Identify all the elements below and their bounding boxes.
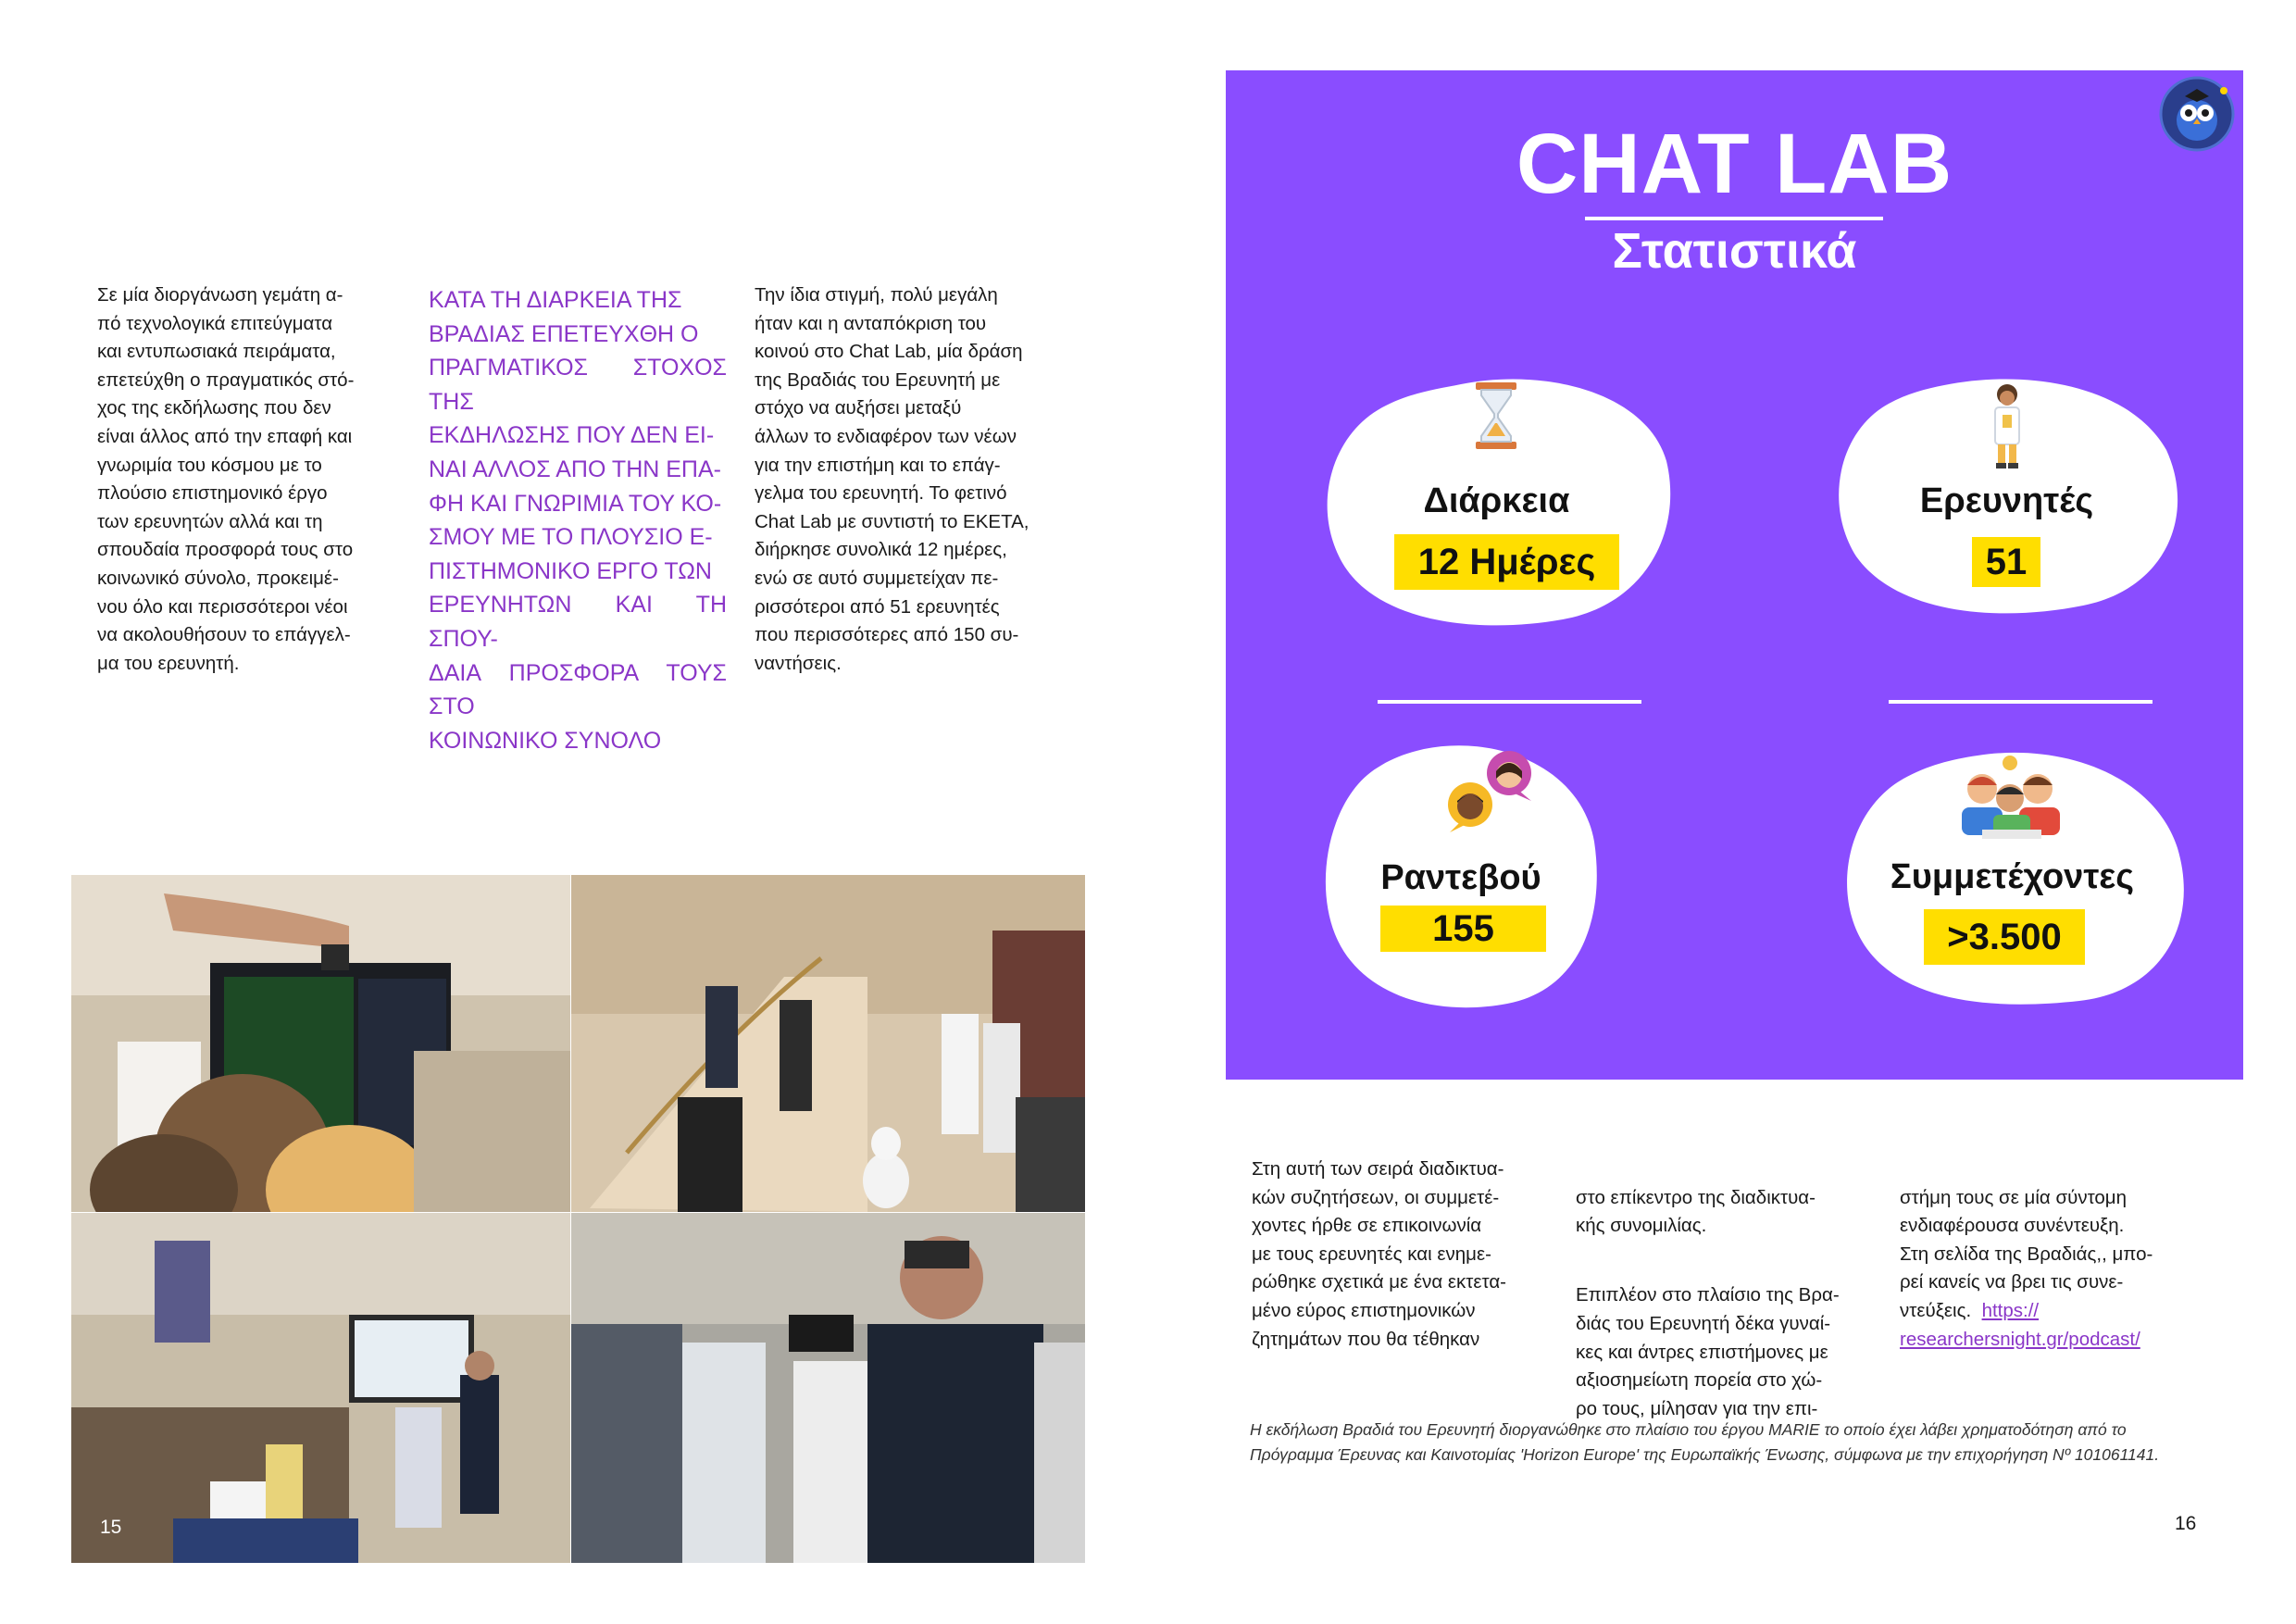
children-icon — [1945, 752, 2079, 843]
photo-kids-at-screen — [71, 875, 570, 1212]
left-text-column-1: Σε μία διοργάνωση γεμάτη α- πό τεχνολογικά επιτεύγματα και εντυπωσιακά πειράματα, επετεύχθη ο πραγματικός στό- χος της εκδήλωσης που δεν είναι άλλος από την επαφή και γνωριμία του κόσμου με το πλούσιο επιστημονικό έργο των ερευνητών αλλά και τη σπουδαία προσφορά τους στο κοινωνικό σύνολο, προκειμέ- νου όλο και περισσότεροι νέοι να ακολουθήσουν το επάγγελ- μα του ερευνητή. — [97, 284, 355, 674]
pull-quote: ΚΑΤΑ ΤΗ ΔΙΑΡΚΕΙΑ ΤΗΣ ΒΡΑΔΙΑΣ ΕΠΕΤΕΥΧΘΗ Ο ΠΡΑΓΜΑΤΙΚΟΣ ΣΤΟΧΟΣ ΤΗΣ ΕΚΔΗΛΩΣΗΣ ΠΟΥ ΔΕΝ ΕΙ- ΝΑΙ ΑΛΛΟΣ ΑΠΟ ΤΗΝ ΕΠΑ- ΦΗ ΚΑΙ ΓΝΩΡΙΜΙΑ ΤΟΥ ΚΟ- ΣΜΟΥ ΜΕ ΤΟ ΠΛΟΥΣΙΟ Ε- ΠΙΣΤΗΜΟΝΙΚΟ ΕΡΓΟ ΤΩΝ ΕΡΕΥΝΗΤΩΝ ΚΑΙ ΤΗ ΣΠΟΥ- ΔΑΙΑ ΠΡΟΣΦΟΡΑ ΤΟΥΣ ΣΤΟ ΚΟΙΝΩΝΙΚΟ ΣΥΝΟΛΟ — [429, 287, 727, 754]
podcast-link-part1[interactable]: https:// — [1981, 1299, 2040, 1321]
page-number-right: 16 — [2175, 1513, 2197, 1534]
right-text-column-3 — [1900, 1156, 2196, 1354]
stat-value-participants: >3.500 — [1924, 909, 2085, 965]
divider-left — [1378, 700, 1641, 704]
stat-value-duration: 12 Ημέρες — [1394, 534, 1619, 590]
stat-card-duration — [1322, 373, 1671, 631]
right-col2-paragraph-1: στο επίκεντρο της διαδικτυα- κής συνομιλίας. — [1576, 1186, 1816, 1237]
right-text-column-1: Στη αυτή των σειρά διαδικτυα- κών συζητήσεων, οι συμμετέ- χοντες ήρθε σε επικοινωνία με τους ερευνητές και ενημε- ρώθηκε σχετικά με ένα εκτετα- μένο εύρος επιστημονικών ζητημάτων που θα τέθηκαν — [1252, 1158, 1506, 1350]
stat-label-appointments: Ραντεβού — [1380, 858, 1541, 897]
podcast-link-part2[interactable]: researchersnight.gr/podcast/ — [1900, 1328, 2140, 1350]
stat-label-duration: Διάρκεια — [1423, 481, 1570, 520]
stat-card-appointments — [1322, 740, 1600, 1013]
stat-label-participants: Συμμετέχοντες — [1890, 857, 2135, 896]
chat-people-icon — [1442, 747, 1544, 832]
photo-vr-headset — [571, 1213, 1085, 1563]
photo-staircase-robot — [571, 875, 1085, 1212]
infographic-title: CHAT LAB — [1516, 117, 1953, 211]
stat-value-researchers: 51 — [1972, 537, 2040, 587]
scientist-icon — [1989, 381, 2026, 470]
left-text-column-3: Την ίδια στιγμή, πολύ μεγάλη ήταν και η ανταπόκριση του κοινού στο Chat Lab, μία δράση της Βραδιάς του Ερευνητή με στόχο να αυξήσει μεταξύ άλλων το ενδιαφέρον των νέων για την επιστήμη και το επάγ- γελμα του ερευνητή. Το φετινό Chat Lab με συντιστή το ΕΚΕΤΑ, διήρκησε συνολικά 12 ημέρες, ενώ σε αυτό συμμετείχαν πε- ρισσότεροι από 51 ερευνητές που περισσότερες από 150 συ- ναντήσεις. — [755, 284, 1029, 674]
chat-lab-infographic — [1226, 70, 2243, 1080]
stat-value-appointments: 155 — [1380, 906, 1546, 952]
photo-presenter-screen — [71, 1213, 570, 1563]
infographic-subtitle: Στατιστικά — [1612, 223, 1857, 279]
stat-card-researchers — [1833, 376, 2180, 615]
right-col3-text: στήμη τους σε μία σύντομη ενδιαφέρουσα συνέντευξη. Στη σελίδα της Βραδιάς,, μπο- ρεί κανείς να βρει τις συνε- ντεύξεις. — [1900, 1186, 2153, 1321]
divider-right — [1889, 700, 2152, 704]
stat-card-participants — [1839, 746, 2186, 1007]
page-number-left: 15 — [100, 1517, 122, 1538]
stat-label-researchers: Ερευνητές — [1919, 481, 2094, 520]
hourglass-icon — [1474, 382, 1518, 449]
right-col2-paragraph-2: Επιπλέον στο πλαίσιο της Βρα- διάς του Ερευνητή δέκα γυναί- κες και άντρες επιστήμονες με αξιοσημείωτη πορεία στο χώ- ρο τους, μίλησαν για την επι- — [1576, 1284, 1840, 1419]
funding-footnote: Η εκδήλωση Βραδιά του Ερευνητή διοργανώθηκε στο πλαίσιο του έργου MARIE το οποίο έχει λάβει χρηματοδότηση από το Πρόγραμμα Έρευνας και Καινοτομίας 'Horizon Europe' της Ευρωπαϊκής Ένωσης, σύμφωνα με την επιχορήγηση Nº 101061141. — [1250, 1420, 2160, 1464]
